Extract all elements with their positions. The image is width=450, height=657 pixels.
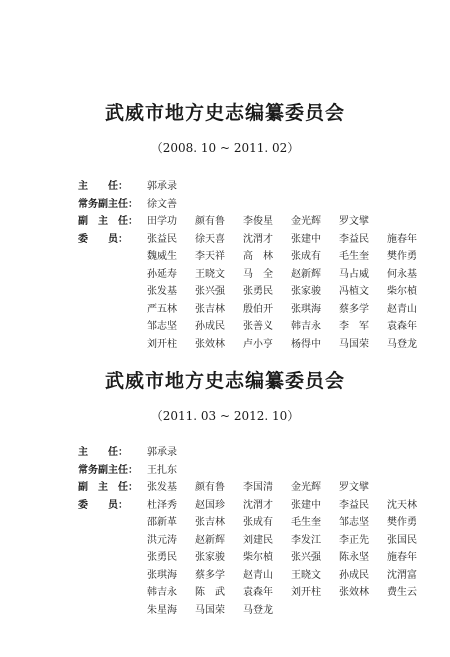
role-label: 常务副主任： [78, 198, 138, 210]
roster-row [78, 461, 438, 479]
member-name: 张家骏 [291, 286, 321, 297]
member-names [147, 282, 435, 297]
member-names [147, 212, 387, 227]
member-name: 张发基 [147, 286, 177, 297]
member-name: 卢小亨 [243, 338, 273, 350]
member-name: 张勇民 [243, 286, 273, 297]
member-name: 樊作勇 [387, 517, 417, 528]
member-name: 徐文善 [147, 198, 177, 210]
member-name: 张成有 [243, 517, 273, 528]
member-name: 刘建民 [243, 534, 273, 546]
member-name: 金光辉 [291, 482, 321, 493]
member-name: 罗文擘 [339, 482, 369, 493]
member-name: 田学功 [147, 216, 177, 227]
member-name: 袁森年 [243, 587, 273, 598]
member-names [147, 195, 195, 210]
member-name: 朱星海 [147, 604, 177, 616]
roster-row [78, 566, 438, 584]
member-name: 高 林 [243, 251, 273, 262]
member-roster-1 [78, 177, 438, 352]
member-name: 孙成民 [195, 321, 225, 332]
member-name: 张琪海 [291, 303, 321, 315]
member-name: 李益民 [339, 499, 369, 511]
member-name: 袁森年 [387, 321, 417, 332]
roster-row [78, 335, 438, 353]
member-name: 孙成民 [339, 569, 369, 581]
member-name: 马登龙 [387, 338, 417, 350]
member-name: 王晓文 [291, 569, 321, 581]
member-name: 王扎东 [147, 464, 177, 476]
member-name: 洪元涛 [147, 534, 177, 546]
member-name: 樊作勇 [387, 251, 417, 262]
role-label: 主 任： [78, 447, 128, 458]
member-roster-2 [78, 443, 438, 618]
role-label: 副 主 任： [78, 482, 138, 493]
member-name: 邵新革 [147, 517, 177, 528]
member-names [147, 513, 435, 528]
member-name: 张益民 [147, 233, 177, 245]
roster-row [78, 212, 438, 230]
roster-row [78, 496, 438, 514]
member-name: 邹志坚 [339, 517, 369, 528]
member-name: 张国民 [387, 534, 417, 546]
member-name: 刘开柱 [291, 587, 321, 598]
member-name: 马登龙 [243, 604, 273, 616]
member-name: 张建中 [291, 499, 321, 511]
member-name: 张吉林 [195, 517, 225, 528]
member-names [147, 443, 195, 458]
member-name: 张家骏 [195, 552, 225, 563]
roster-row [78, 317, 438, 335]
member-name: 毛生奎 [339, 251, 369, 262]
member-name: 王晓文 [195, 268, 225, 280]
member-name: 沈渭富 [387, 569, 417, 581]
member-name: 罗文擘 [339, 216, 369, 227]
member-names [147, 531, 435, 546]
roster-row [78, 583, 438, 601]
member-name: 费生云 [387, 587, 417, 598]
member-name: 郭承录 [147, 181, 177, 192]
role-label: 常务副主任： [78, 464, 138, 476]
committee-section-2 [0, 368, 450, 424]
member-names [147, 583, 435, 598]
roster-row [78, 513, 438, 531]
roster-row [78, 282, 438, 300]
member-name: 施春年 [387, 233, 417, 245]
member-names [147, 335, 435, 350]
member-names [147, 177, 195, 192]
member-names [147, 478, 387, 493]
roster-row [78, 247, 438, 265]
member-name: 李益民 [339, 233, 369, 245]
member-name: 杨得中 [291, 338, 321, 350]
member-name: 施春年 [387, 552, 417, 563]
member-names [147, 265, 435, 280]
member-name: 沈天林 [387, 499, 417, 511]
member-name: 赵青山 [243, 569, 273, 581]
committee-section-1 [0, 100, 450, 156]
member-name: 殷伯开 [243, 303, 273, 315]
roster-row [78, 548, 438, 566]
committee-title: 武威市地方史志编纂委员会 [104, 102, 345, 124]
member-name: 李正先 [339, 534, 369, 546]
member-name: 颜有鲁 [195, 482, 225, 493]
member-name: 孙延寿 [147, 268, 177, 280]
member-name: 赵青山 [387, 303, 417, 315]
role-label: 主 任： [78, 181, 128, 192]
member-name: 沈渭才 [243, 499, 273, 511]
roster-row [78, 443, 438, 461]
roster-row [78, 478, 438, 496]
member-name: 李发江 [291, 534, 321, 546]
member-name: 颜有鲁 [195, 216, 225, 227]
member-name: 张勇民 [147, 552, 177, 563]
member-name: 陈永坚 [339, 552, 369, 563]
member-names [147, 548, 435, 563]
member-name: 赵新辉 [195, 534, 225, 546]
term-period: （2008. 10 ~ 2011. 02） [150, 141, 300, 155]
role-label: 副 主 任： [78, 216, 138, 227]
member-name: 魏威生 [147, 251, 177, 262]
member-name: 严五林 [147, 303, 177, 315]
member-name: 沈渭才 [243, 233, 273, 245]
member-name: 张兴强 [195, 286, 225, 297]
member-names [147, 247, 435, 262]
member-name: 杜泽秀 [147, 499, 177, 511]
member-name: 韩吉永 [291, 321, 321, 332]
member-name: 张善义 [243, 321, 273, 332]
roster-row [78, 230, 438, 248]
member-name: 刘开柱 [147, 338, 177, 350]
member-names [147, 300, 435, 315]
member-name: 马占威 [339, 268, 369, 280]
member-name: 何永基 [387, 268, 417, 280]
member-name: 蔡多学 [195, 569, 225, 581]
member-name: 马国荣 [339, 338, 369, 350]
member-name: 赵新辉 [291, 268, 321, 280]
member-name: 李俊星 [243, 216, 273, 227]
member-name: 张兴强 [291, 552, 321, 563]
member-name: 张琪海 [147, 569, 177, 581]
member-names [147, 317, 435, 332]
member-name: 马 全 [243, 268, 273, 280]
member-name: 陈 武 [195, 587, 225, 598]
member-name: 冯植文 [339, 286, 369, 297]
member-names [147, 601, 291, 616]
roster-row [78, 601, 438, 619]
member-name: 柴尔楨 [387, 286, 417, 297]
member-name: 李 军 [339, 321, 369, 332]
roster-row [78, 531, 438, 549]
member-name: 张吉林 [195, 303, 225, 315]
term-period: （2011. 03 ~ 2012. 10） [150, 409, 300, 423]
member-name: 韩吉永 [147, 587, 177, 598]
member-name: 蔡多学 [339, 303, 369, 315]
member-names [147, 566, 435, 581]
member-name: 张发基 [147, 482, 177, 493]
roster-row [78, 265, 438, 283]
member-name: 毛生奎 [291, 517, 321, 528]
member-name: 徐天喜 [195, 233, 225, 245]
member-name: 张效林 [339, 587, 369, 598]
member-name: 李国清 [243, 482, 273, 493]
role-label: 委 员： [78, 499, 128, 511]
committee-title: 武威市地方史志编纂委员会 [104, 370, 345, 392]
member-name: 郭承录 [147, 447, 177, 458]
member-name: 金光辉 [291, 216, 321, 227]
role-label: 委 员： [78, 233, 128, 245]
member-name: 张建中 [291, 233, 321, 245]
roster-row [78, 177, 438, 195]
member-name: 马国荣 [195, 604, 225, 616]
member-names [147, 461, 195, 476]
roster-row [78, 195, 438, 213]
member-name: 张成有 [291, 251, 321, 262]
member-names [147, 496, 435, 511]
member-name: 邹志坚 [147, 321, 177, 332]
member-names [147, 230, 435, 245]
member-name: 柴尔楨 [243, 552, 273, 563]
member-name: 赵国珍 [195, 499, 225, 511]
roster-row [78, 300, 438, 318]
member-name: 李天祥 [195, 251, 225, 262]
member-name: 张效林 [195, 338, 225, 350]
